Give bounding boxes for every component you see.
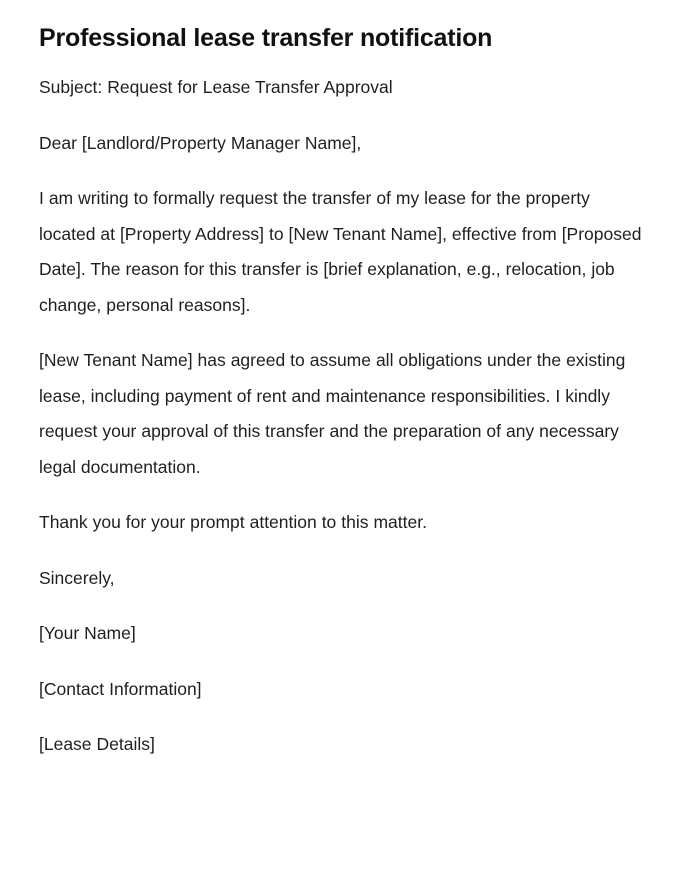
paragraph-contact-information: [Contact Information] — [39, 678, 202, 699]
paragraph-salutation: Dear [Landlord/Property Manager Name], — [39, 132, 362, 153]
paragraph-obligations: [New Tenant Name] has agreed to assume all obligations under the existing lease, including payment of rent and maintenance responsibilities. I kindly request your approval of this transfer and the preparation of any necessary legal documentation. — [39, 350, 626, 477]
paragraph-your-name: [Your Name] — [39, 623, 136, 643]
page-title: Professional lease transfer notification — [39, 24, 493, 52]
paragraph-lease-details: [Lease Details] — [39, 734, 155, 754]
paragraph-thanks: Thank you for your prompt attention to this matter. — [39, 512, 427, 532]
paragraph-request: I am writing to formally request the transfer of my lease for the property located at [Property Address] to [New Tenant Name], effective from [Proposed Date]. The reason for this transfer is [brief explanation, e.g., relocation, job change, personal reasons]. — [39, 188, 642, 315]
paragraph-closing: Sincerely, — [39, 567, 115, 588]
document-body — [39, 70, 660, 763]
paragraph-subject: Subject: Request for Lease Transfer Approval — [39, 77, 393, 97]
